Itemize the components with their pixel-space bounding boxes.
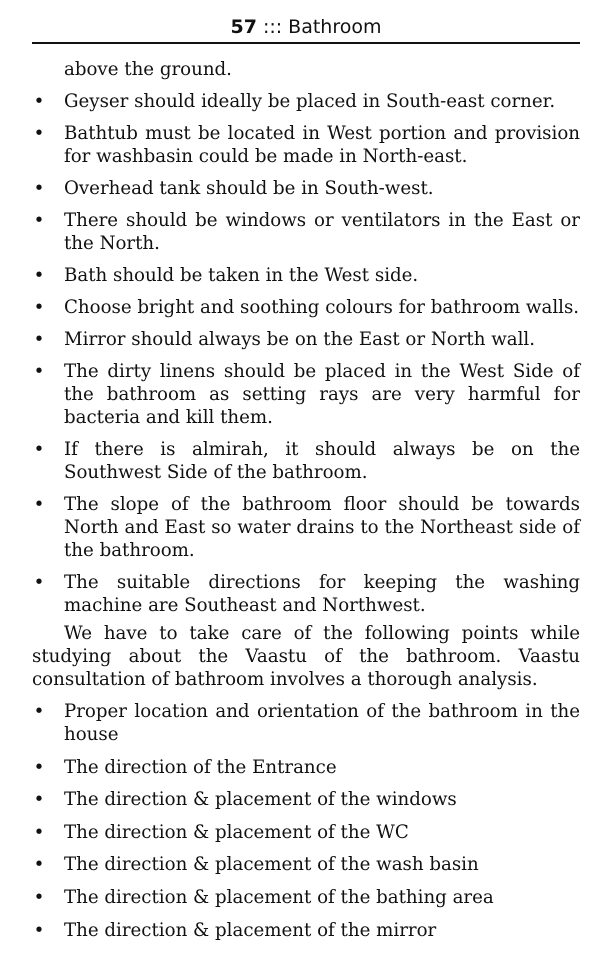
bullet-icon: • bbox=[33, 701, 45, 722]
list-item-text: The suitable directions for keeping the washing machine are Southeast and Northwest. bbox=[64, 572, 580, 616]
bullet-icon: • bbox=[33, 789, 45, 811]
list-item bbox=[32, 360, 580, 429]
running-header bbox=[32, 14, 580, 44]
list-item-text: Overhead tank should be in South-west. bbox=[64, 178, 434, 199]
bullet-icon: • bbox=[33, 265, 45, 286]
bullet-icon: • bbox=[33, 494, 45, 515]
list-item-text: The direction & placement of the windows bbox=[64, 789, 457, 811]
list-item-text: There should be windows or ventilators in the East or the North. bbox=[64, 210, 580, 254]
bullet-icon: • bbox=[33, 919, 45, 941]
bullet-icon: • bbox=[33, 572, 45, 593]
intro-paragraph: We have to take care of the following points while studying about the Vaastu of the bathroom. Vaastu consultation of bathroom involves a thorough analysis. bbox=[32, 623, 580, 690]
list-item bbox=[32, 264, 580, 287]
bullet-icon: • bbox=[33, 439, 45, 460]
list-item-text: The direction & placement of the bathing area bbox=[64, 886, 494, 908]
bullet-icon: • bbox=[33, 178, 45, 199]
list-item-text: Bath should be taken in the West side. bbox=[64, 265, 419, 286]
list-item-text: The direction & placement of the mirror bbox=[64, 919, 437, 941]
list-item-text: Proper location and orientation of the bathroom in the house bbox=[64, 701, 580, 745]
list-item-text: The slope of the bathroom floor should be towards North and East so water drains to the Northeast side of the bathroom. bbox=[64, 494, 580, 561]
consultation-points-list bbox=[32, 700, 580, 942]
list-item bbox=[32, 438, 580, 484]
page-number: 57 bbox=[230, 16, 257, 38]
page-body bbox=[32, 58, 580, 951]
list-item bbox=[32, 122, 580, 168]
list-item bbox=[32, 700, 580, 746]
list-item-text: The dirty linens should be placed in the West Side of the bathroom as setting rays are very harmful for bacteria and kill them. bbox=[64, 361, 580, 428]
list-item bbox=[32, 571, 580, 617]
bullet-icon: • bbox=[33, 854, 45, 876]
bullet-icon: • bbox=[33, 361, 45, 382]
list-item-text: Choose bright and soothing colours for bathroom walls. bbox=[64, 297, 580, 318]
bullet-icon: • bbox=[33, 886, 45, 908]
bullet-icon: • bbox=[33, 756, 45, 778]
list-item bbox=[32, 209, 580, 255]
list-item-text: The direction of the Entrance bbox=[64, 756, 337, 778]
list-item bbox=[32, 821, 580, 844]
list-item bbox=[32, 90, 580, 113]
list-item-text: The direction & placement of the wash basin bbox=[64, 854, 479, 876]
list-item bbox=[32, 493, 580, 562]
list-item bbox=[32, 756, 580, 779]
header-separator: ::: bbox=[262, 16, 283, 38]
list-item bbox=[32, 328, 580, 351]
continuation-text: above the ground. bbox=[64, 59, 232, 80]
list-item bbox=[32, 919, 580, 942]
bullet-icon: • bbox=[33, 821, 45, 843]
vaastu-tips-list bbox=[32, 90, 580, 617]
list-item bbox=[32, 296, 580, 319]
list-item bbox=[32, 788, 580, 811]
list-item-text: Mirror should always be on the East or North wall. bbox=[64, 329, 536, 350]
list-item-text: The direction & placement of the WC bbox=[64, 821, 409, 843]
bullet-icon: • bbox=[33, 329, 45, 350]
list-item bbox=[32, 886, 580, 909]
list-item bbox=[32, 177, 580, 200]
list-item-text: Geyser should ideally be placed in South-east corner. bbox=[64, 91, 556, 112]
bullet-icon: • bbox=[33, 91, 45, 112]
bullet-icon: • bbox=[33, 297, 45, 318]
chapter-title: Bathroom bbox=[288, 16, 382, 38]
bullet-icon: • bbox=[33, 210, 45, 231]
bullet-icon: • bbox=[33, 123, 45, 144]
list-item-text: Bathtub must be located in West portion and provision for washbasin could be made in North-east. bbox=[64, 123, 580, 167]
list-item bbox=[32, 853, 580, 876]
list-item-text: If there is almirah, it should always be on the Southwest Side of the bathroom. bbox=[64, 439, 580, 483]
